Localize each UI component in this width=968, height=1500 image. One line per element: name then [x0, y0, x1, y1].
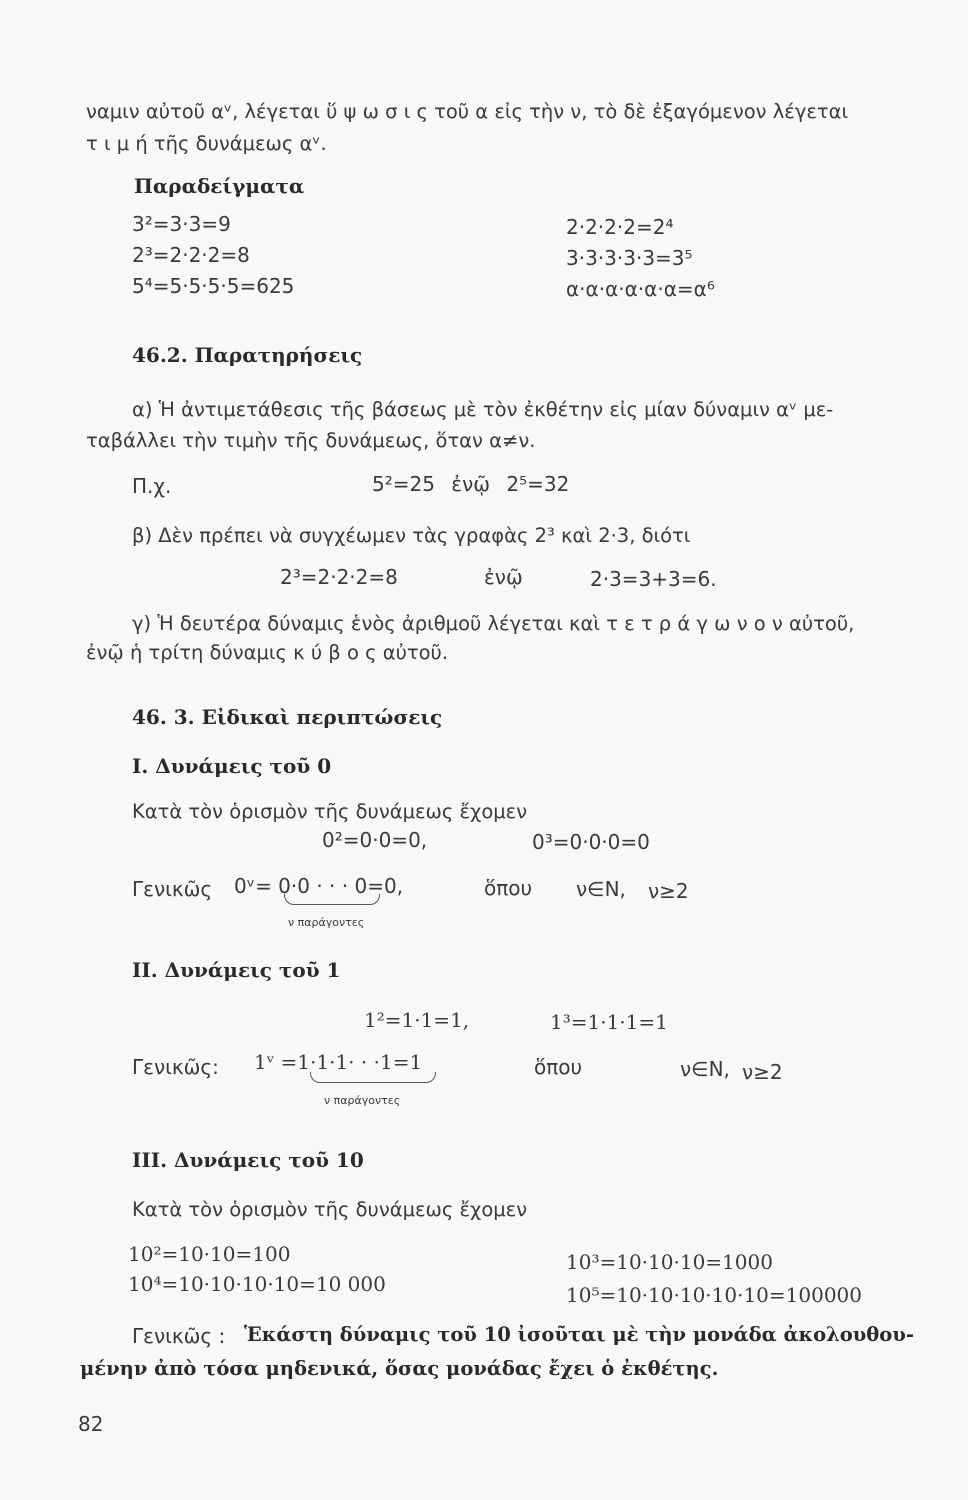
case-2-condition-2: ν≥2: [742, 1060, 783, 1084]
section-462-heading: 46.2. Παρατηρήσεις: [132, 343, 363, 367]
case-1-intro: Κατὰ τὸν ὁρισμὸν τῆς δυνάμεως ἔχομεν: [132, 800, 528, 823]
case-2-formula-2: 1³=1·1·1=1: [550, 1010, 668, 1034]
case-1-general-label: Γενικῶς: [132, 877, 213, 901]
example-left-1: 3²=3·3=9: [132, 212, 231, 236]
case-1-brace-label: ν παράγοντες: [288, 916, 365, 929]
case-3-heading: III. Δυνάμεις τοῦ 10: [132, 1148, 364, 1172]
example-right-1: 2·2·2·2=2⁴: [566, 215, 674, 239]
case-2-general-label: Γενικῶς:: [132, 1055, 219, 1079]
remark-b-formula-2: 2·3=3+3=6.: [590, 567, 717, 591]
case-2-brace-label: ν παράγοντες: [324, 1094, 401, 1107]
remark-a-line-1: α) Ἡ ἀντιμετάθεσις τῆς βάσεως μὲ τὸν ἐκθέτην εἰς μίαν δύναμιν αᵛ με-: [132, 398, 834, 421]
case-3-intro: Κατὰ τὸν ὁρισμὸν τῆς δυνάμεως ἔχομεν: [132, 1198, 528, 1221]
page-number: 82: [78, 1412, 104, 1436]
intro-line-2: τ ι μ ή τῆς δυνάμεως αᵛ.: [86, 132, 327, 155]
case-3-rule-line-1: Ἑκάστη δύναμις τοῦ 10 ἰσοῦται μὲ τὴν μονάδα ἀκολουθου-: [244, 1323, 914, 1346]
example-left-2: 2³=2·2·2=8: [132, 243, 250, 267]
case-2-condition: ν∈N,: [680, 1057, 730, 1081]
examples-heading: Παραδείγματα: [134, 174, 305, 198]
case-2-where: ὅπου: [534, 1055, 583, 1079]
case-3-formula-4: 10⁵=10·10·10·10·10=100000: [566, 1283, 863, 1307]
example-left-3: 5⁴=5·5·5·5=625: [132, 274, 295, 298]
case-3-formula-3: 10⁴=10·10·10·10=10 000: [128, 1272, 386, 1296]
remark-g-line-2: ἐνῷ ἡ τρίτη δύναμις κ ύ β ο ς αὐτοῦ.: [86, 641, 449, 664]
case-3-rule-line-2: μένην ἀπὸ τόσα μηδενικά, ὅσας μονάδας ἔχει ὁ ἐκθέτης.: [80, 1357, 719, 1380]
case-1-formula-2: 0³=0·0·0=0: [532, 830, 650, 854]
case-1-heading: I. Δυνάμεις τοῦ 0: [132, 754, 332, 778]
case-2-heading: II. Δυνάμεις τοῦ 1: [132, 958, 341, 982]
case-1-where: ὅπου: [484, 876, 533, 900]
remark-g-line-1: γ) Ἡ δευτέρα δύναμις ἑνὸς ἀριθμοῦ λέγεται καὶ τ ε τ ρ ά γ ω ν ο ν αὐτοῦ,: [132, 612, 855, 635]
case-1-condition-2: ν≥2: [648, 879, 689, 903]
case-2-formula-1: 1²=1·1=1,: [364, 1008, 470, 1032]
remark-b-line: β) Δὲν πρέπει νὰ συγχέωμεν τὰς γραφὰς 2³ καὶ 2·3, διότι: [132, 524, 691, 547]
example-formula: 5²=25 ἐνῷ 2⁵=32: [372, 472, 570, 496]
case-1-formula-1: 0²=0·0=0,: [322, 828, 428, 852]
example-right-2: 3·3·3·3·3=3⁵: [566, 246, 693, 270]
case-3-formula-2: 10³=10·10·10=1000: [566, 1250, 773, 1274]
case-1-underbrace: [284, 894, 380, 905]
case-2-general-formula: 1ᵛ =1·1·1· · ·1=1: [254, 1050, 423, 1074]
section-463-heading: 46. 3. Εἰδικαὶ περιπτώσεις: [132, 705, 443, 729]
case-3-formula-1: 10²=10·10=100: [128, 1242, 291, 1266]
example-right-3: α·α·α·α·α·α=α⁶: [566, 277, 715, 301]
remark-b-word: ἐνῷ: [484, 565, 523, 589]
remark-b-formula-1: 2³=2·2·2=8: [280, 565, 398, 589]
remark-a-line-2: ταβάλλει τὴν τιμὴν τῆς δυνάμεως, ὅταν α≠ν.: [86, 429, 536, 452]
case-3-general-label: Γενικῶς :: [132, 1324, 226, 1348]
case-2-underbrace: [310, 1072, 436, 1083]
example-label: Π.χ.: [132, 474, 172, 498]
case-1-general-formula: 0ᵛ= 0·0 · · · 0=0,: [234, 874, 404, 898]
case-1-condition: ν∈N,: [576, 877, 626, 901]
intro-line-1: ναμιν αὐτοῦ αᵛ, λέγεται ὕ ψ ω σ ι ς τοῦ α εἰς τὴν ν, τὸ δὲ ἐξαγόμενον λέγεται: [86, 100, 849, 123]
